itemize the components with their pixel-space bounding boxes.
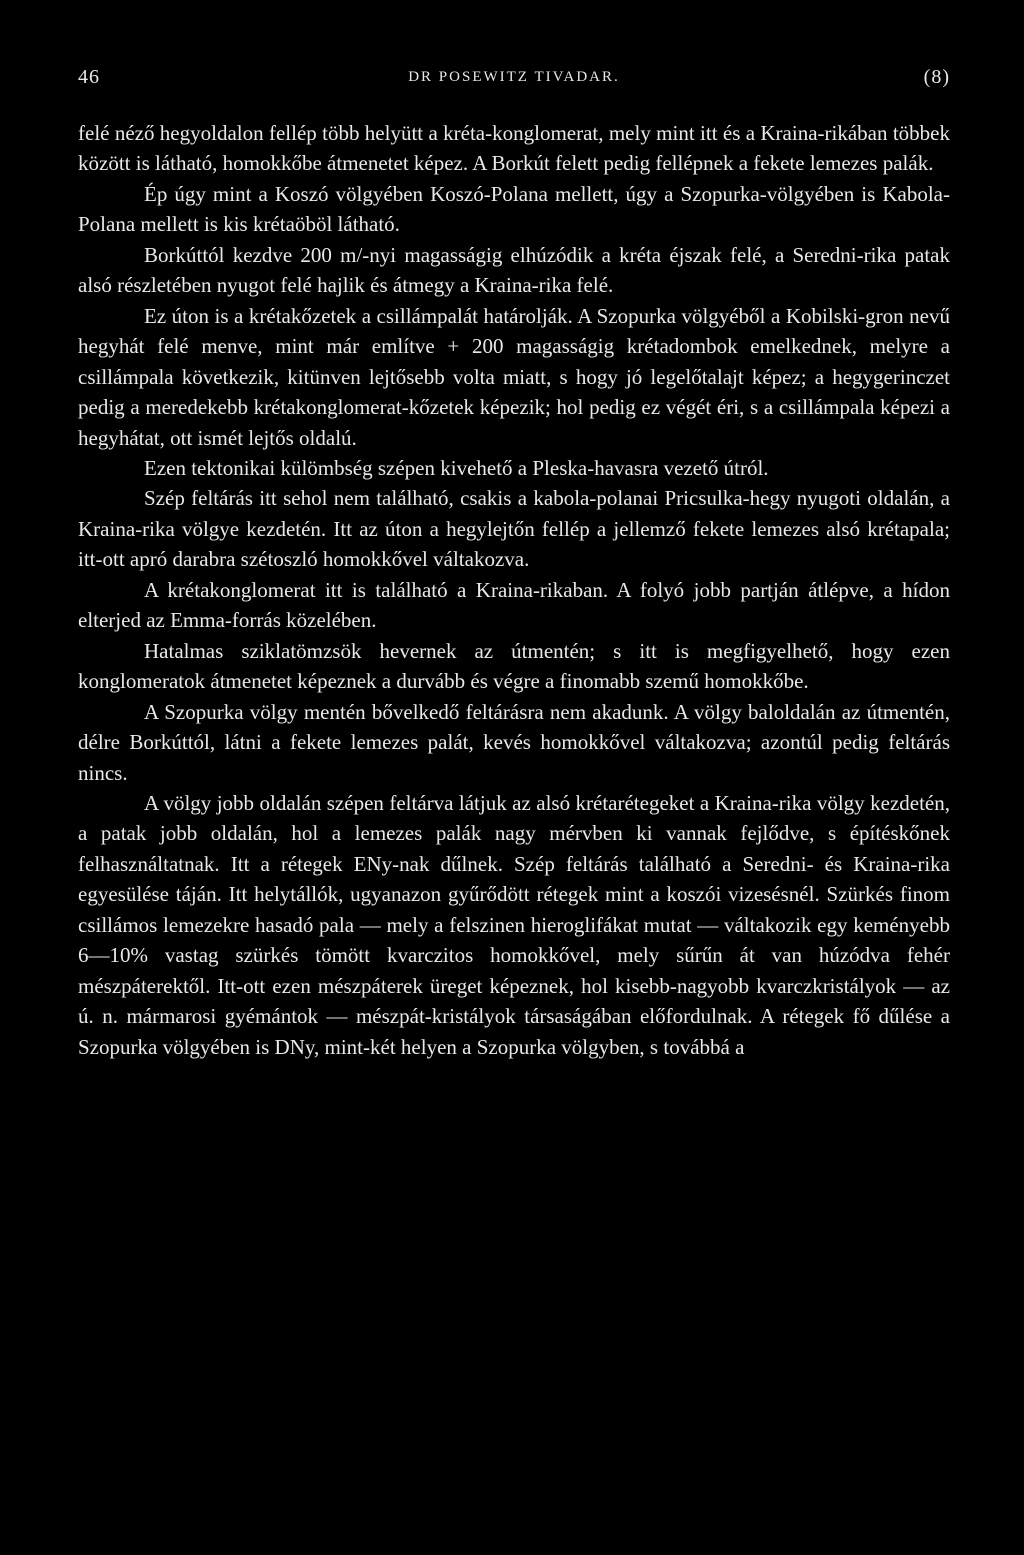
section-number: (8) <box>923 66 950 88</box>
page-header <box>78 66 950 96</box>
running-title: DR POSEWITZ TIVADAR. <box>408 69 620 85</box>
paragraph: A krétakonglomerat itt is található a Kraina-rikaban. A folyó jobb partján átlépve, a hídon elterjed az Emma-forrás közelében. <box>78 577 950 633</box>
paragraph: A völgy jobb oldalán szépen feltárva látjuk az alsó krétarétegeket a Kraina-rika völgy kezdetén, a patak jobb oldalán, hol a lemezes palák nagy mérvben ki vannak fejlődve, s építéskőnek felhasználtatnak. Itt a rétegek ENy-nak dűlnek. Szép feltárás található a Seredni- és Kraina-rika egyesülése táján. Itt helytállók, ugyanazon gyűrődött rétegek mint a koszói vizesésnél. Szürkés finom csillámos lemezekre hasadó pala — mely a felszinen hieroglifákat mutat — váltakozik egy keményebb 6—10% vastag szürkés tömött kvarczitos homokkővel, mely sűrűn át van húzódva fehér mészpáterektől. Itt-ott ezen mészpáterek üreget képeznek, hol kisebb-nagyobb kvarczkristályok — az ú. n. mármarosi gyémántok — mészpát-kristályok társaságában előfordulnak. A rétegek fő dűlése a Szopurka völgyében is DNy, mint-két helyen a Szopurka völgyben, s továbbá a <box>78 790 950 1059</box>
paragraph: Ez úton is a krétakőzetek a csillámpalát határolják. A Szopurka völgyéből a Kobilski-gron nevű hegyhát felé menve, mint már említve + 200 magasságig krétadombok emelkednek, melyre a csillámpala következik, kitünven lejtősebb volta miatt, s hogy jó legelőtalajt képez; a hegygerinczet pedig a meredekebb krétakonglomerat-kőzetek képezik; hol pedig ez végét éri, s a csillámpala képezi a hegyhátat, ott ismét lejtős oldalú. <box>78 303 950 450</box>
paragraph: Szép feltárás itt sehol nem található, csakis a kabola-polanai Pricsulka-hegy nyugoti oldalán, a Kraina-rika völgye kezdetén. Itt az úton a hegylejtőn fellép a jellemző fekete lemezes alsó krétapala; itt-ott apró darabra szétoszló homokkővel váltakozva. <box>78 486 950 572</box>
paragraph: Ép úgy mint a Koszó völgyében Koszó-Polana mellett, úgy a Szopurka-völgyében is Kabola-Polana mellett is kis krétaöböl látható. <box>78 181 950 237</box>
paragraph: felé néző hegyoldalon fellép több helyütt a kréta-konglomerat, mely mint itt és a Kraina-rikában többek között is látható, homokkőbe átmenetet képez. A Borkút felett pedig fellépnek a fekete lemezes palák. <box>78 121 950 176</box>
page <box>78 66 950 1062</box>
paragraph: Ezen tektonikai külömbség szépen kivehető a Pleska-havasra vezető útról. <box>144 455 769 480</box>
body-text <box>78 118 950 1062</box>
paragraph: A Szopurka völgy mentén bővelkedő feltárásra nem akadunk. A völgy baloldalán az útmentén, délre Borkúttól, látni a fekete lemezes palát, kevés homokkővel váltakozva; azontúl pedig feltárás nincs. <box>78 699 950 785</box>
paragraph: Hatalmas sziklatömzsök hevernek az útmentén; s itt is megfigyelhető, hogy ezen konglomeratok átmenetet képeznek a durvább és végre a finomabb szemű homokkőbe. <box>78 638 950 694</box>
page-number: 46 <box>78 66 100 88</box>
paragraph: Borkúttól kezdve 200 m/-nyi magasságig elhúzódik a kréta éjszak felé, a Seredni-rika patak alsó részletében nyugot felé hajlik és átmegy a Kraina-rika felé. <box>78 242 950 298</box>
